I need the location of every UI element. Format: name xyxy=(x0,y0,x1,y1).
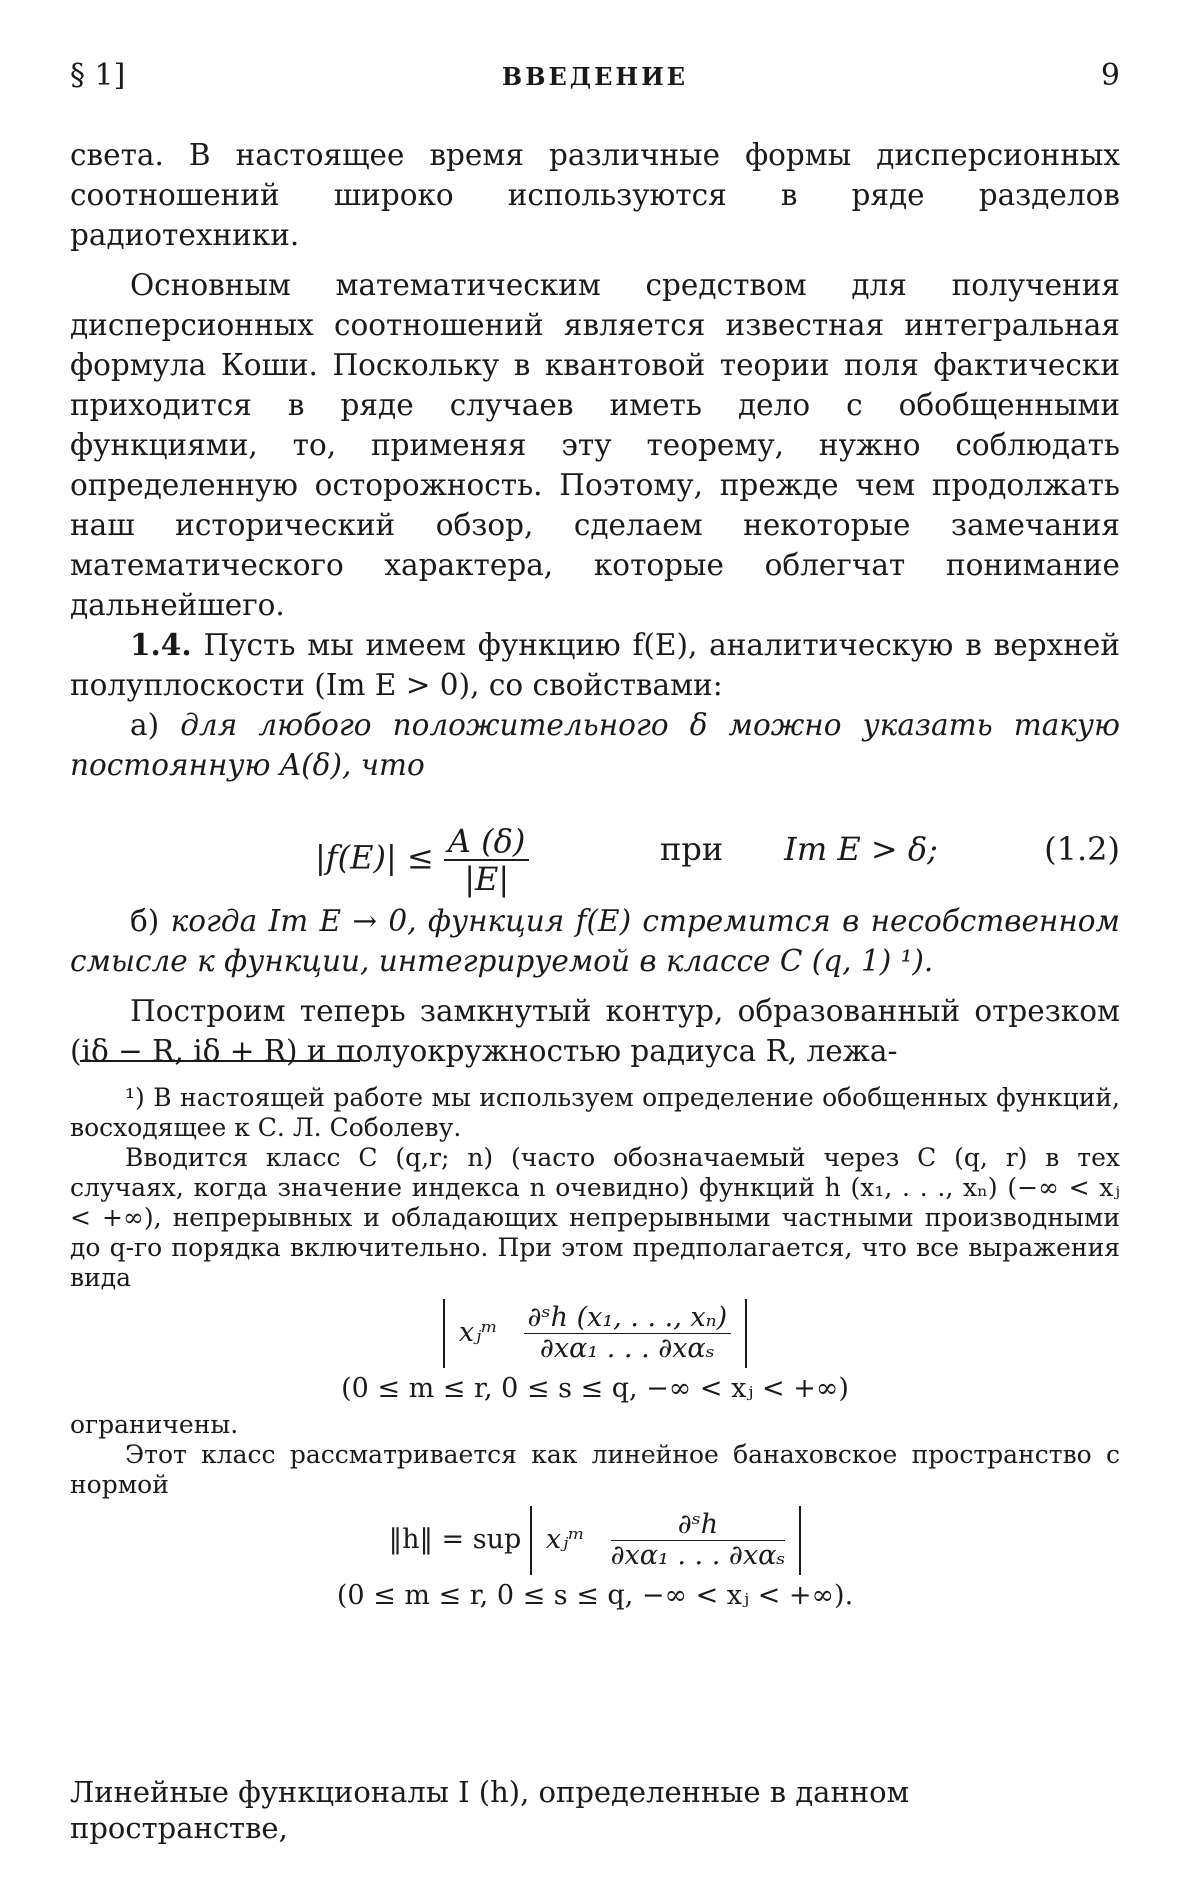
footnote-divider xyxy=(80,1060,360,1062)
footnote-text: ¹) В настоящей работе мы используем определение обобщенных функций, восходящее к С. Л. Соболеву. xyxy=(70,1083,1120,1142)
range-condition: (0 ≤ m ≤ r, 0 ≤ s ≤ q, −∞ < xⱼ < +∞) xyxy=(341,1373,849,1404)
fraction-numerator: ∂ˢh xyxy=(611,1510,786,1541)
footnote-text: Вводится класс C (q,r; n) (часто обозначаемый через C (q, r) в тех случаях, когда значение индекса n очевидно) функций h (x₁, . . ., xₙ) (−∞ < xⱼ < +∞), непрерывных и обладающих непрерывными частными производными до q-го порядка включительно. При этом предполагается, что все выражения вида xyxy=(70,1143,1120,1292)
footnote-text: ограничены. xyxy=(70,1410,239,1439)
paragraph-text: Пусть мы имеем функцию f(E), аналитическую в верхней полуплоскости (Im E > 0), со свойствами: xyxy=(70,628,1120,702)
range-condition: (0 ≤ m ≤ r, 0 ≤ s ≤ q, −∞ < xⱼ < +∞). xyxy=(336,1580,854,1611)
equation-condition-math: Im E > δ; xyxy=(784,830,938,868)
fraction xyxy=(611,1510,786,1571)
equation-number: (1.2) xyxy=(1044,830,1120,868)
paragraph xyxy=(70,625,1120,705)
footnote-text: Этот класс рассматривается как линейное банаховское пространство с нормой xyxy=(70,1440,1120,1499)
fraction-numerator: A (δ) xyxy=(444,823,530,861)
condition-b xyxy=(70,901,1120,981)
condition-text: для любого положительного δ можно указать такую постоянную A(δ), что xyxy=(70,708,1120,782)
fraction-denominator: |E| xyxy=(464,860,510,898)
absolute-value xyxy=(443,1299,747,1368)
equation-1-2 xyxy=(70,803,1120,898)
paragraph: Основным математическим средством для получения дисперсионных соотношений является известная интегральная формула Коши. Поскольку в квантовой теории поля фактически приходится в ряде случаев иметь дело с обобщенными функциями, то, применяя эту теорему, нужно соблюдать определенную осторожность. Поэтому, прежде чем продолжать наш исторический обзор, сделаем некоторые замечания математического характера, которые облегчат понимание дальнейшего. xyxy=(70,268,1120,622)
running-header xyxy=(70,58,1120,98)
norm-lhs: ‖h‖ = sup xyxy=(388,1524,522,1555)
fraction-numerator: ∂ˢh (x₁, . . ., xₙ) xyxy=(524,1303,732,1334)
fraction-denominator: ∂xα₁ . . . ∂xαₛ xyxy=(539,1333,715,1364)
section-marker: § 1] xyxy=(70,58,126,93)
equation-condition xyxy=(660,829,938,869)
fraction xyxy=(524,1303,732,1364)
footnote-expression xyxy=(70,1299,1120,1368)
paragraph: Линейные функционалы I (h), определенные в данном пространстве, xyxy=(70,1775,910,1845)
condition-text: когда Im E → 0, функция f(E) стремится в несобственном смысле к функции, интегрируемой в классе C (q, 1) ¹). xyxy=(70,904,1120,978)
condition-label: б) xyxy=(130,904,160,938)
fraction-denominator: ∂xα₁ . . . ∂xαₛ xyxy=(610,1540,786,1571)
condition-label: а) xyxy=(130,708,160,742)
equation-condition-word: при xyxy=(660,830,724,868)
page-number: 9 xyxy=(1100,58,1120,93)
fraction xyxy=(444,823,530,897)
main-text xyxy=(70,135,1120,1071)
expression-variable: xⱼᵐ xyxy=(458,1317,498,1348)
condition-a xyxy=(70,705,1120,785)
chapter-title: ВВЕДЕНИЕ xyxy=(501,62,689,91)
expression-variable: xⱼᵐ xyxy=(545,1524,585,1555)
norm-definition xyxy=(70,1506,1120,1575)
paragraph: света. В настоящее время различные формы дисперсионных соотношений широко используются в ряде разделов радиотехники. xyxy=(70,138,1120,252)
subsection-number: 1.4. xyxy=(130,627,192,662)
equation-lhs xyxy=(315,823,529,897)
footnote xyxy=(70,1083,1120,1617)
paragraph: Построим теперь замкнутый контур, образованный отрезком (iδ − R, iδ + R) и полуокружностью радиуса R, лежа- xyxy=(70,994,1120,1068)
equation-lhs-text: |f(E)| ≤ xyxy=(315,838,434,877)
absolute-value xyxy=(530,1506,802,1575)
